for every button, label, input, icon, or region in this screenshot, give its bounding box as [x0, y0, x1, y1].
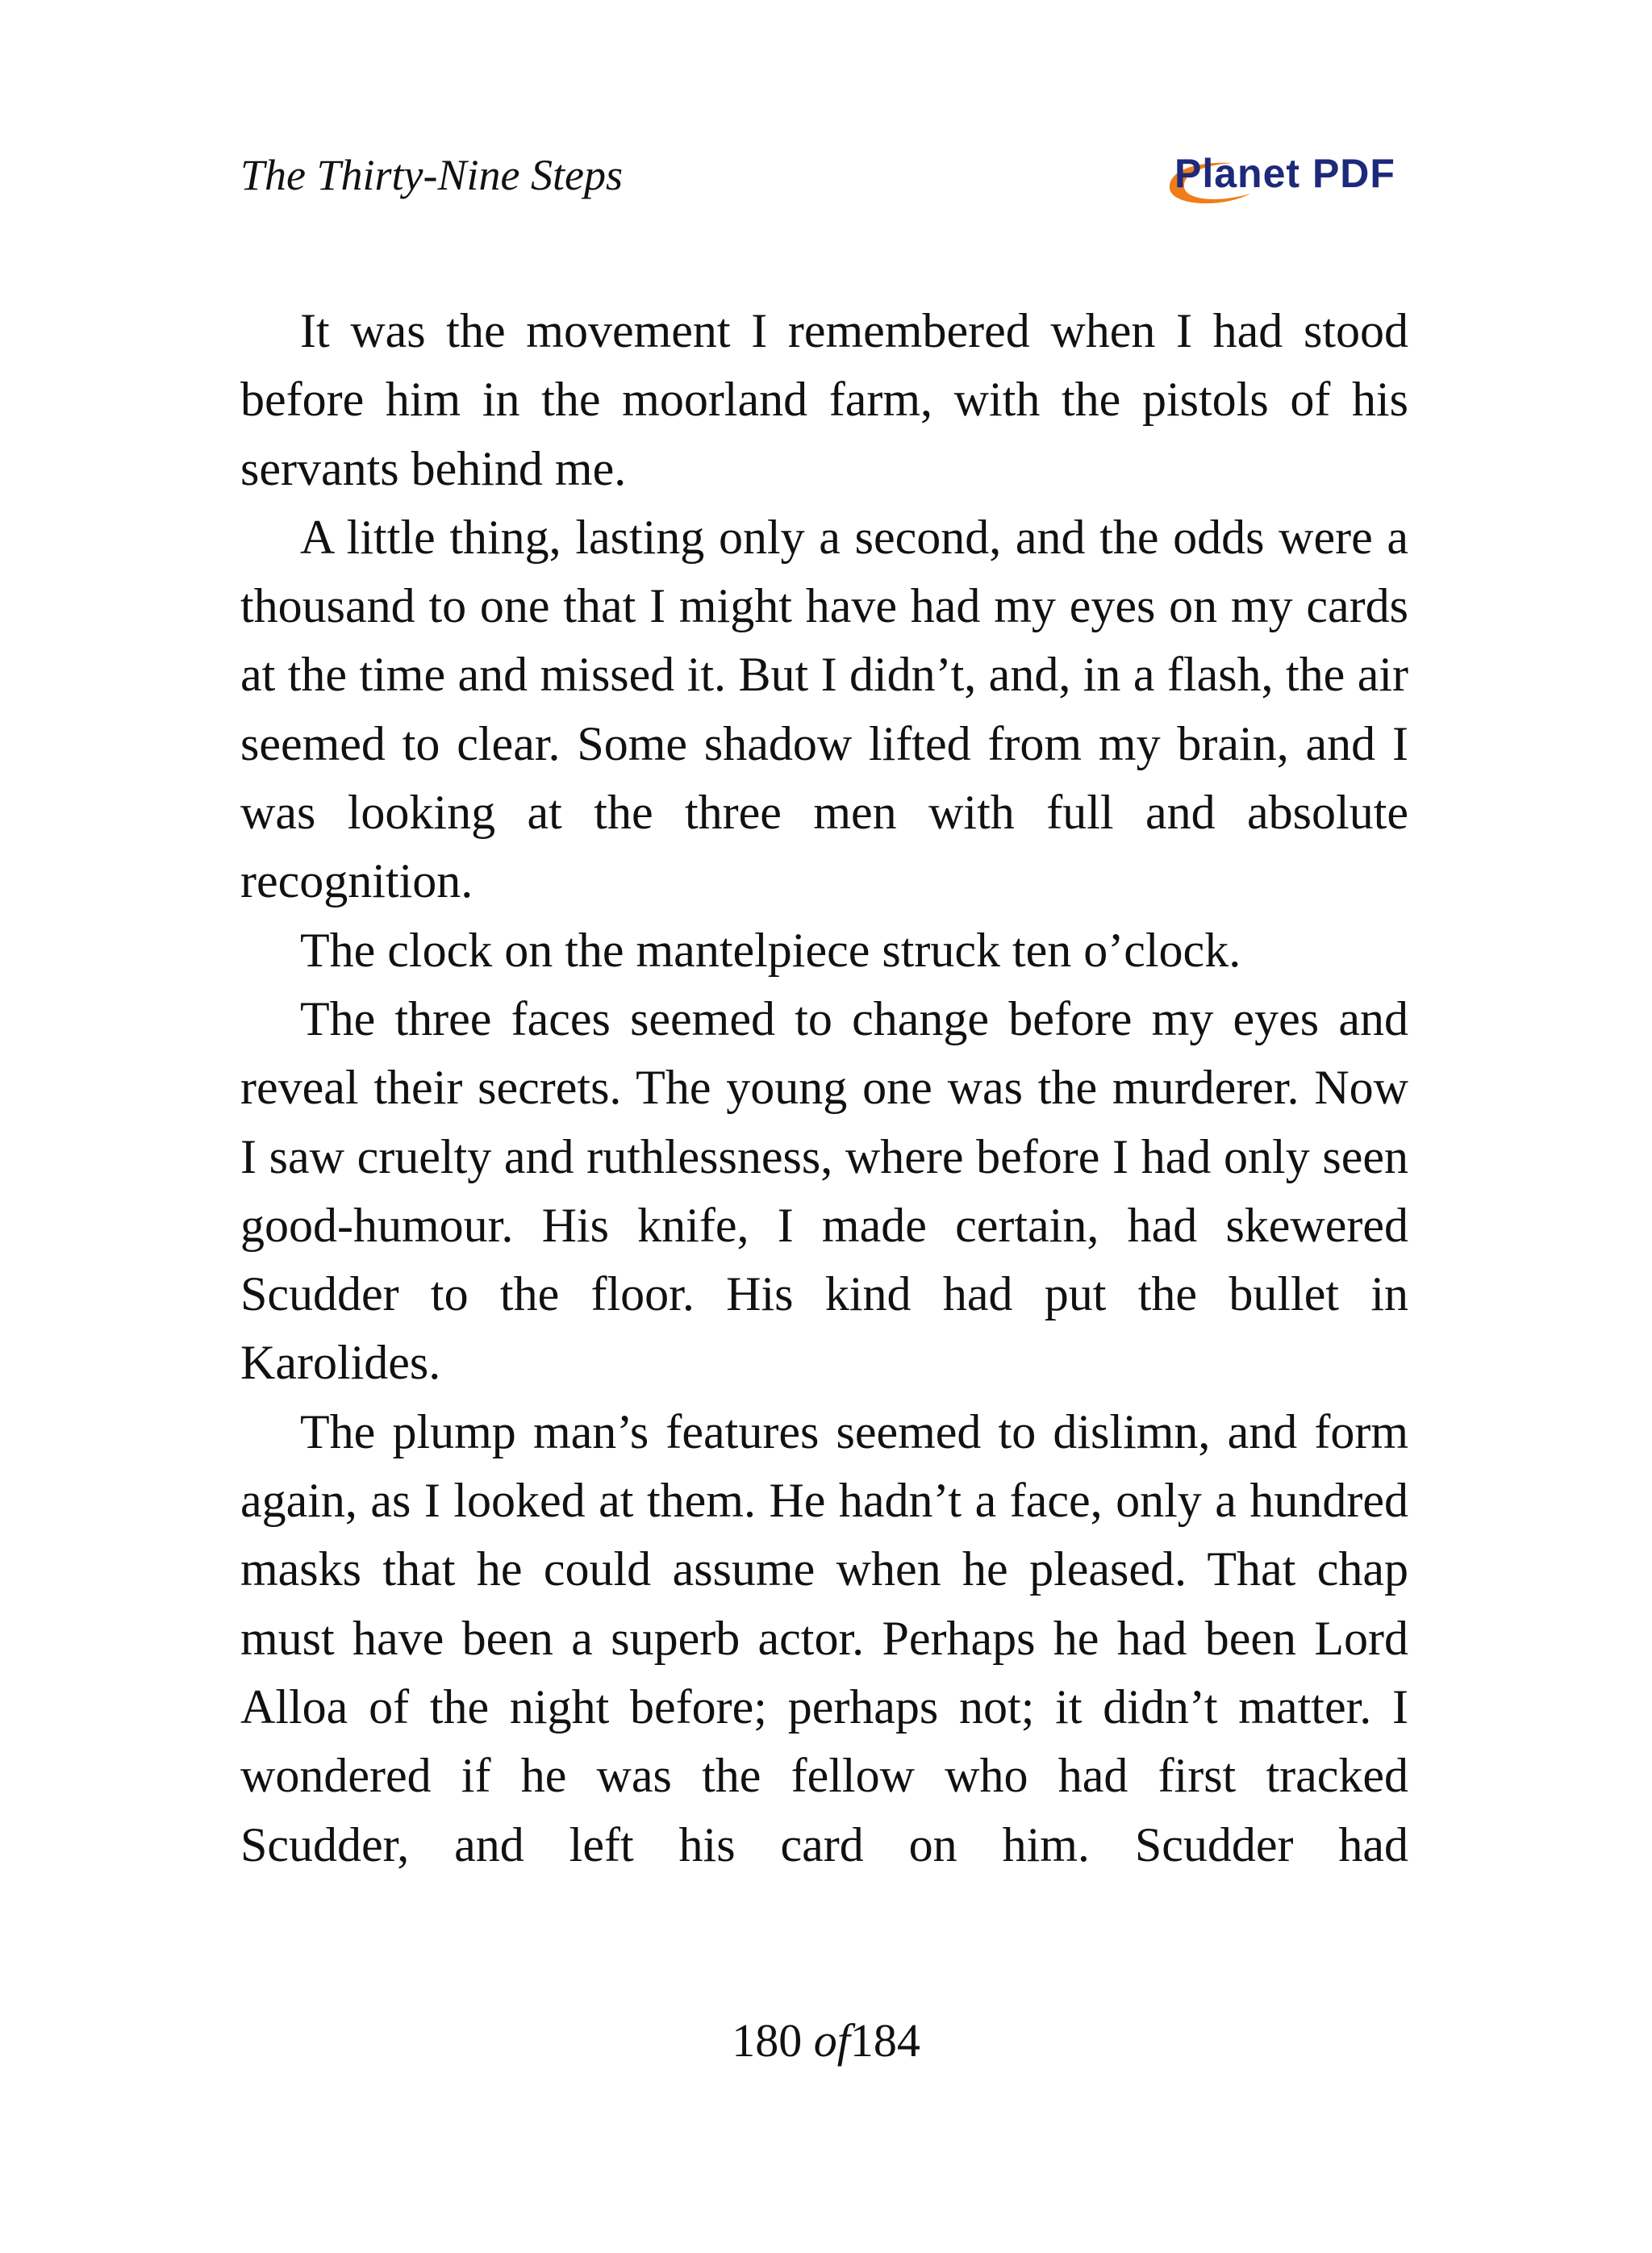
planet-pdf-logo — [1162, 142, 1420, 215]
page-number — [0, 2013, 1652, 2067]
paragraph: The three faces seemed to change before my eyes and reveal their secrets. The young one was the murderer. Now I saw cruelty and ruthlessness, where before I had only seen good-humour. His knife, I made certain, had skewered Scudder to the floor. His kind had put the bullet in Karolides. — [240, 991, 1408, 1390]
paragraph: A little thing, lasting only a second, and the odds were a thousand to one that I might have had my eyes on my cards at the time and missed it. But I didn’t, and, in a flash, the air seemed to clear. Some shadow lifted from my brain, and I was looking at the three men with full and absolute recognition. — [240, 510, 1408, 908]
paragraph: It was the movement I remembered when I had stood before him in the moorland farm, with the pistols of his servants behind me. — [240, 304, 1408, 495]
current-page: 180 — [732, 2014, 803, 2067]
body-text — [240, 297, 1408, 1880]
paragraph: The clock on the mantelpiece struck ten o’clock. — [300, 923, 1241, 977]
running-header-title: The Thirty-Nine Steps — [240, 151, 623, 199]
total-pages: 184 — [849, 2014, 920, 2067]
page-of-label: of — [813, 2014, 850, 2067]
logo-text: Planet PDF — [1174, 151, 1395, 196]
paragraph: The plump man’s features seemed to dislimn, and form again, as I looked at them. He hadn’t a face, only a hundred masks that he could assume when he pleased. That chap must have been a superb actor. Perhaps he had been Lord Alloa of the night before; perhaps not; it didn’t matter. I wondered if he was the fellow who had first tracked Scudder, and left his card on him. Scudder had — [240, 1404, 1408, 1871]
